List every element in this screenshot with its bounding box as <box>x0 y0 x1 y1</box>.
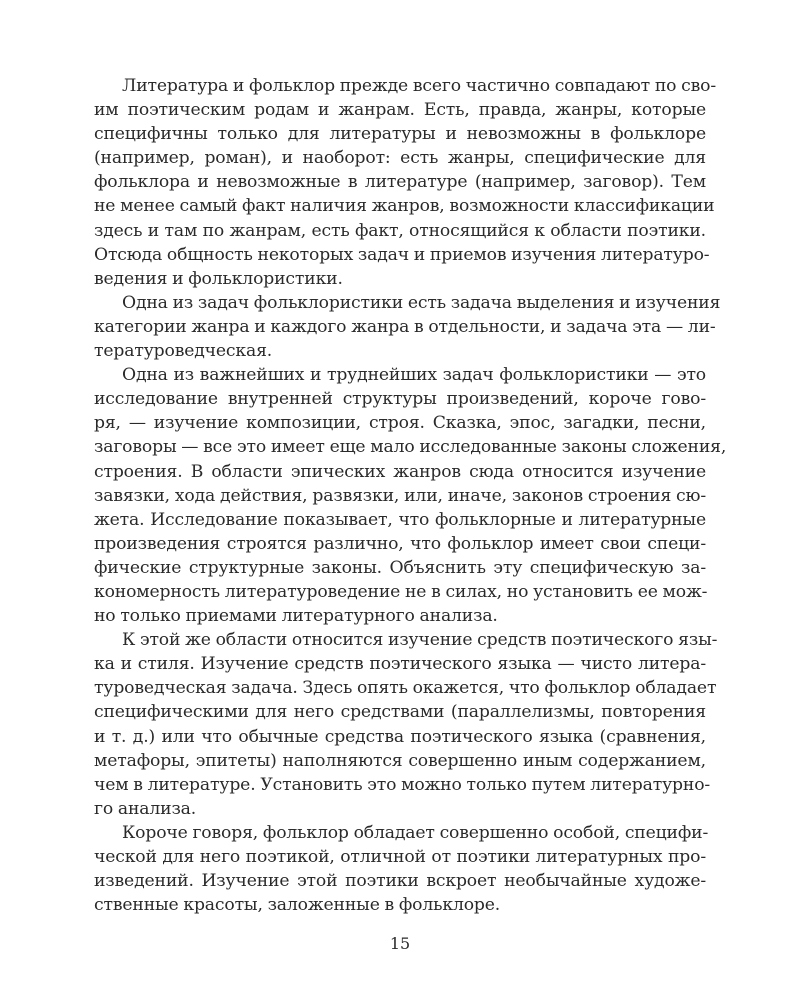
page-body <box>94 74 727 917</box>
paragraph <box>94 363 727 628</box>
text-line: го анализа. <box>94 798 197 819</box>
text-line: Литература и фольклор прежде всего частично совпадают по сво- <box>122 76 717 96</box>
text-line: строения. В области эпических жанров сюда относится изучение <box>94 461 706 482</box>
text-line: им поэтическим родам и жанрам. Есть, правда, жанры, которые <box>94 100 706 121</box>
text-line: завязки, хода действия, развязки, или, иначе, законов строения сю- <box>94 485 706 506</box>
text-line: фические структурные законы. Объяснить эту специфическую за- <box>94 557 706 578</box>
text-line: но только приемами литературного анализа. <box>94 606 498 627</box>
text-line: ственные красоты, заложенные в фольклоре. <box>94 895 501 916</box>
text-line: кономерность литературоведение не в силах, но установить ее мож- <box>94 581 708 602</box>
text-line: фольклора и невозможные в литературе (например, заговор). Тем <box>94 172 706 193</box>
text-line: ведения и фольклористики. <box>94 268 343 289</box>
text-line: Короче говоря, фольклор обладает совершенно особой, специфи- <box>122 822 709 843</box>
text-line: ря, — изучение композиции, строя. Сказка, эпос, загадки, песни, <box>94 413 706 434</box>
text-line: ческой для него поэтикой, отличной от поэтики литературных про- <box>94 847 706 867</box>
paragraph <box>94 628 718 821</box>
text-line: К этой же области относится изучение средств поэтического язы- <box>122 630 718 651</box>
text-line: ка и стиля. Изучение средств поэтического языка — чисто литера- <box>94 654 706 675</box>
text-line: жета. Исследование показывает, что фольклорные и литературные <box>94 509 706 530</box>
text-line: не менее самый факт наличия жанров, возможности классификации <box>94 196 715 217</box>
paragraph <box>94 74 717 291</box>
text-line: и т. д.) или что обычные средства поэтического языка (сравнения, <box>94 726 706 747</box>
paragraph <box>94 291 721 363</box>
text-line: произведения строятся различно, что фольклор имеет свои специ- <box>94 533 706 554</box>
text-line: Отсюда общность некоторых задач и приемов изучения литературо- <box>94 244 710 265</box>
text-line: здесь и там по жанрам, есть факт, относящийся к области поэтики. <box>94 220 706 241</box>
text-line: исследование внутренней структуры произведений, короче гово- <box>94 389 706 410</box>
text-line: тературоведческая. <box>94 341 273 362</box>
page-number: 15 <box>389 934 411 953</box>
text-line: заговоры — все это имеет еще мало исследованные законы сложения, <box>94 437 727 458</box>
text-line: метафоры, эпитеты) наполняются совершенно иным содержанием, <box>94 750 706 771</box>
text-line: (например, роман), и наоборот: есть жанры, специфические для <box>94 148 706 169</box>
text-line: чем в литературе. Установить это можно только путем литературно- <box>94 774 711 795</box>
text-line: Одна из задач фольклористики есть задача выделения и изучения <box>122 292 721 313</box>
text-line: изведений. Изучение этой поэтики вскроет необычайные художе- <box>94 871 706 892</box>
text-line: категории жанра и каждого жанра в отдельности, и задача эта — ли- <box>94 316 716 337</box>
paragraph <box>94 821 709 917</box>
text-line: специфическими для него средствами (параллелизмы, повторения <box>94 702 706 723</box>
text-line: специфичны только для литературы и невозможны в фольклоре <box>94 124 706 145</box>
text-line: туроведческая задача. Здесь опять окажется, что фольклор обладает <box>94 678 717 699</box>
text-line: Одна из важнейших и труднейших задач фольклористики — это <box>122 365 706 386</box>
